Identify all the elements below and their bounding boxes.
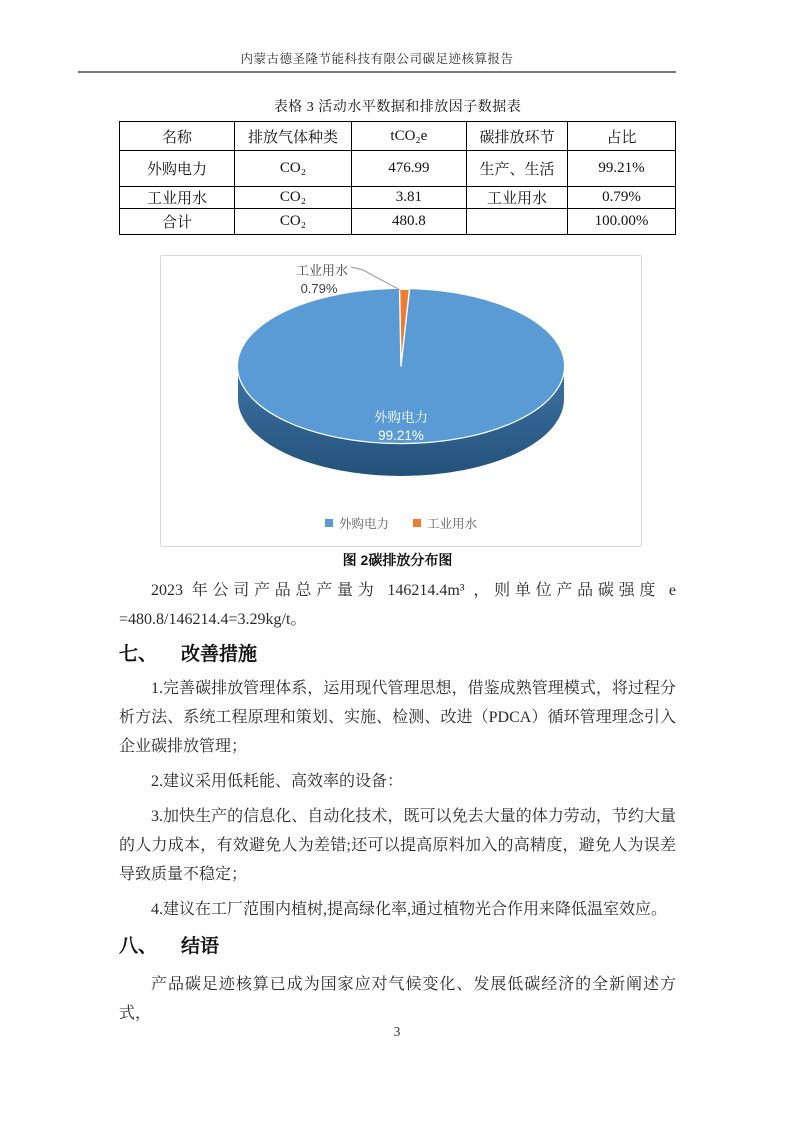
section-heading-8 [119, 934, 676, 960]
legend-label: 工业用水 [427, 517, 478, 531]
col-header-share: 占比 [568, 122, 676, 151]
section-number: 八、 [119, 936, 158, 957]
figure-caption: 图 2碳排放分布图 [342, 552, 453, 568]
section7-paragraph-1: 1.完善碳排放管理体系，运用现代管理思想，借鉴成熟管理模式，将过程分析方法、系统工程原理和策划、实施、检测、改进（PDCA）循环管理理念引入企业碳排放管理； [119, 680, 676, 755]
cell-gas: CO₂ [235, 187, 352, 209]
cell-share: 99.21% [568, 151, 676, 187]
cell-share: 100.00% [568, 209, 676, 235]
table-row [120, 151, 676, 187]
section8-paragraph-1: 产品碳足迹核算已成为国家应对气候变化、发展低碳经济的全新阐述方式， [119, 976, 676, 1022]
legend-swatch-icon [325, 519, 333, 527]
page-header-title: 内蒙古德圣隆节能科技有限公司碳足迹核算报告 [240, 52, 514, 66]
table-header-row [120, 122, 676, 151]
cell-stage: 工业用水 [466, 187, 567, 209]
col-header-name: 名称 [120, 122, 235, 151]
callout-label-name: 工业用水 [295, 263, 349, 278]
callout-label-value: 0.79% [300, 281, 338, 296]
page-number: 3 [393, 1024, 401, 1039]
col-header-stage: 碳排放环节 [466, 122, 567, 151]
cell-share: 0.79% [568, 187, 676, 209]
col-header-tco2e: tCO₂e [351, 122, 466, 151]
table-row [120, 209, 676, 235]
document-content [119, 96, 676, 1028]
cell-name: 合计 [120, 209, 235, 235]
legend-swatch-icon [413, 519, 421, 527]
cell-name: 外购电力 [120, 151, 235, 187]
cell-tco2e: 480.8 [351, 209, 466, 235]
table-title: 表格 3 活动水平数据和排放因子数据表 [273, 100, 522, 115]
callout-leader-line [351, 267, 400, 290]
slice-label-value: 99.21% [378, 428, 424, 443]
chart-legend [161, 514, 641, 532]
cell-stage [466, 209, 567, 235]
table-row [120, 187, 676, 209]
pie-chart [161, 256, 643, 548]
intro-paragraph: 2023 年公司产品总产量为 146214.4m³ ，则单位产品碳强度 e =480.8/146214.4=3.29kg/t。 [119, 582, 676, 628]
section-number: 七、 [119, 644, 158, 665]
section7-paragraph-4: 4.建议在工厂范围内植树,提高绿化率,通过植物光合作用来降低温室效应。 [151, 901, 668, 918]
slice-label-name: 外购电力 [374, 410, 428, 425]
cell-stage: 生产、生活 [466, 151, 567, 187]
section-heading-7 [119, 642, 676, 668]
col-header-gas: 排放气体种类 [235, 122, 352, 151]
cell-gas: CO₂ [235, 151, 352, 187]
cell-gas: CO₂ [235, 209, 352, 235]
cell-tco2e: 3.81 [351, 187, 466, 209]
emission-data-table [119, 121, 676, 235]
section-title: 结语 [181, 936, 220, 957]
pie-chart-figure [160, 255, 642, 547]
header-divider [78, 71, 676, 73]
cell-tco2e: 476.99 [351, 151, 466, 187]
legend-item-purchased-electricity [325, 514, 389, 532]
section-title: 改善措施 [181, 644, 258, 665]
cell-name: 工业用水 [120, 187, 235, 209]
section7-paragraph-3: 3.加快生产的信息化、自动化技术，既可以免去大量的体力劳动，节约大量的人力成本，有效避免人为差错;还可以提高原料加入的高精度，避免人为误差导致质量不稳定； [119, 808, 676, 883]
section7-paragraph-2: 2.建议采用低耗能、高效率的设备： [151, 773, 404, 790]
legend-label: 外购电力 [338, 517, 389, 531]
legend-item-industrial-water [413, 514, 477, 532]
